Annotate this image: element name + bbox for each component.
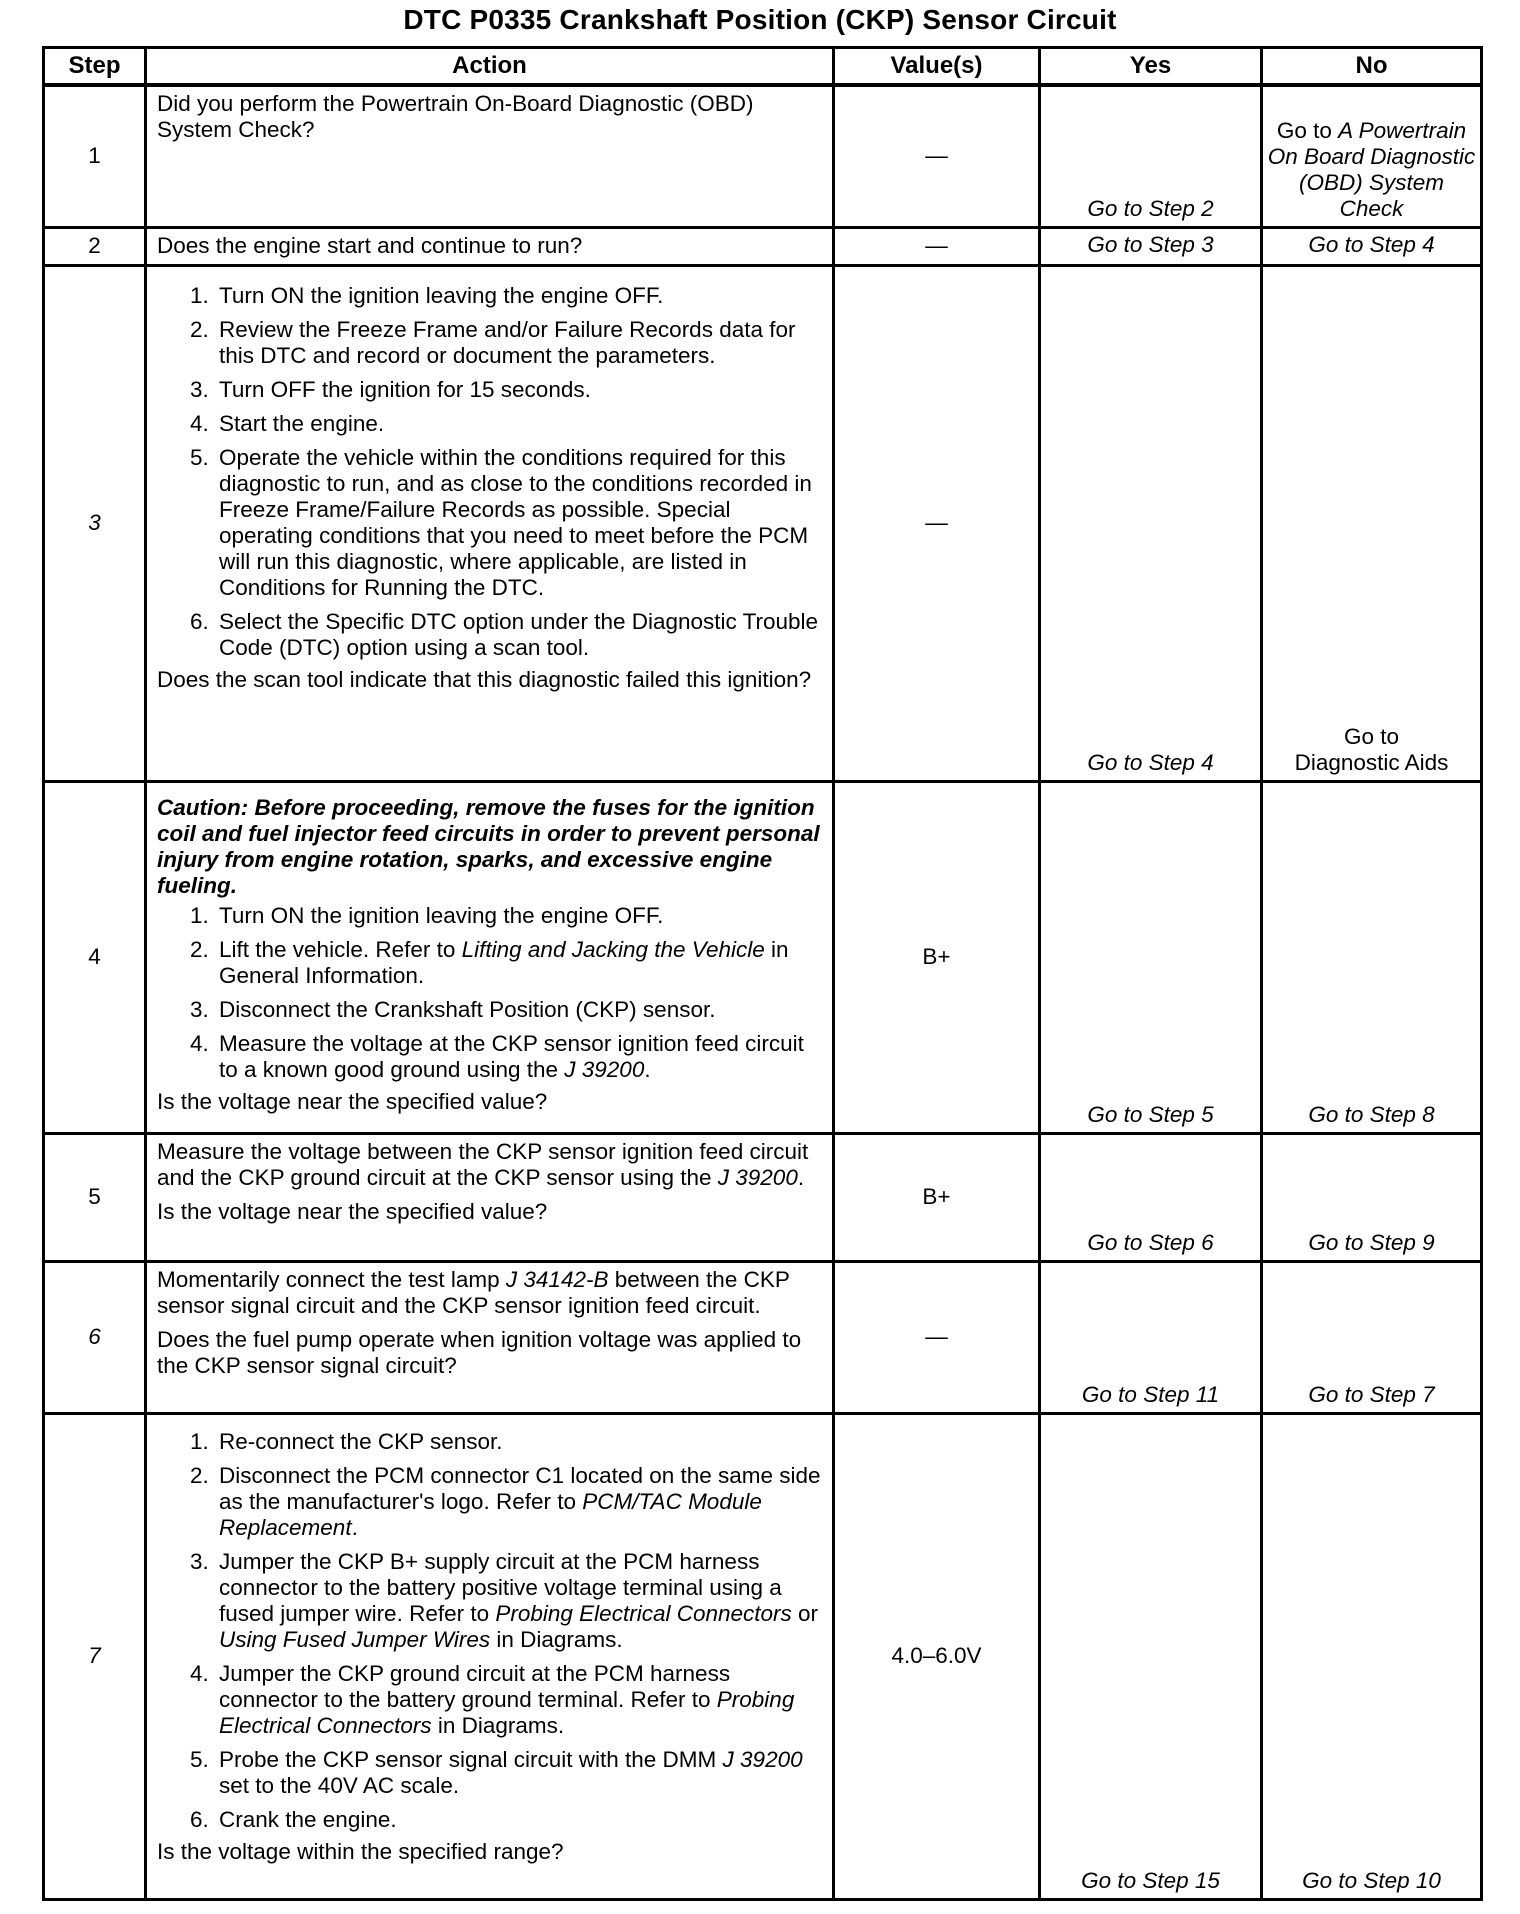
table-row [44,265,1482,781]
action-cell [146,227,834,265]
step-text: or [791,1600,819,1626]
no-link-prefix: Go to [1276,117,1332,143]
procedure-list [157,1429,822,1833]
tool-name: J 39200 [564,1056,645,1082]
value-cell: B+ [834,781,1040,1133]
action-cell [146,265,834,781]
action-cell [146,1133,834,1261]
procedure-step: 5. Operate the vehicle within the conditions required for this diagnostic to run, and as close to the conditions recorded in Freeze Frame/Failure Records as possible. Special operating conditions that you need to meet before the PCM will run this diagnostic, where applicable, are listed in Conditions for Running the DTC. [215,445,822,601]
diagnostic-table [42,46,1483,1901]
reference-link[interactable]: Using Fused Jumper Wires [219,1626,491,1652]
no-link-target: Diagnostic Aids [1294,749,1449,775]
header-no: No [1262,48,1482,86]
step-text: Measure the voltage between the CKP sensor ignition feed circuit and the CKP ground circuit at the CKP sensor using the [157,1138,809,1190]
no-link[interactable]: Go to Step 8 [1262,781,1482,1133]
table-row [44,1261,1482,1413]
procedure-step [215,1549,822,1653]
no-link[interactable]: Go to Step 4 [1262,227,1482,265]
yes-link[interactable]: Go to Step 5 [1040,781,1262,1133]
step-text: Disconnect the PCM connector C1 located on the same side as the manufacturer's logo. Refer to [219,1462,821,1514]
procedure-step [215,937,822,989]
step-number: 2 [44,227,146,265]
procedure-step [215,1031,822,1083]
step-text: Probe the CKP sensor signal circuit with the DMM [219,1746,723,1772]
no-link-target: A Powertrain On Board Diagnostic (OBD) System Check [1267,117,1476,221]
yes-link[interactable]: Go to Step 2 [1040,85,1262,227]
procedure-step: 4. Start the engine. [215,411,822,437]
caution-text: Caution: Before proceeding, remove the fuses for the ignition coil and fuel injector feed circuits in order to prevent personal injury from engine rotation, sparks, and excessive engine fueling. [157,794,820,898]
step-number: 6 [44,1261,146,1413]
table-row [44,227,1482,265]
procedure-step: 3. Turn OFF the ignition for 15 seconds. [215,377,822,403]
procedure-step: 1. Turn ON the ignition leaving the engine OFF. [215,283,822,309]
tool-name: J 39200 [722,1746,803,1772]
procedure-step: 1. Re-connect the CKP sensor. [215,1429,822,1455]
step-number: 3 [44,265,146,781]
action-text [157,1267,822,1319]
action-question: Is the voltage near the specified value? [157,1198,548,1224]
step-text: in Diagrams. [490,1626,623,1652]
procedure-step: 6. Crank the engine. [215,1807,822,1833]
procedure-list [157,903,822,1083]
step-number: 1 [44,85,146,227]
procedure-step: 6. Select the Specific DTC option under the Diagnostic Trouble Code (DTC) option using a scan tool. [215,609,822,661]
procedure-step: 3. Disconnect the Crankshaft Position (CKP) sensor. [215,997,822,1023]
tool-name: J 34142-B [505,1266,609,1292]
yes-link[interactable]: Go to Step 4 [1040,265,1262,781]
no-link[interactable]: Go to Step 9 [1262,1133,1482,1261]
step-text: Measure the voltage at the CKP sensor ignition feed circuit to a known good ground using the [219,1030,804,1082]
header-action: Action [146,48,834,86]
no-link-prefix: Go to [1343,723,1400,749]
step-text: . [351,1514,358,1540]
procedure-step [215,1661,822,1739]
action-text: Does the engine start and continue to run? [157,233,583,258]
header-yes: Yes [1040,48,1262,86]
action-cell [146,1261,834,1413]
yes-link[interactable]: Go to Step 15 [1040,1413,1262,1899]
action-text [157,1139,822,1191]
step-text: set to the 40V AC scale. [219,1772,460,1798]
reference-link[interactable]: Probing Electrical Connectors [219,1686,795,1738]
step-number: 4 [44,781,146,1133]
step-text: Jumper the CKP B+ supply circuit at the PCM harness connector to the battery positive voltage terminal using a fused jumper wire. Refer to [219,1548,782,1626]
value-cell: — [834,227,1040,265]
step-number: 5 [44,1133,146,1261]
reference-link[interactable]: Lifting and Jacking the Vehicle [461,936,765,962]
step-text: Momentarily connect the test lamp [157,1266,506,1292]
procedure-list [157,283,822,661]
table-header-row [44,48,1482,86]
action-cell [146,85,834,227]
action-question: Does the fuel pump operate when ignition voltage was applied to the CKP sensor signal circuit? [157,1326,802,1378]
header-step: Step [44,48,146,86]
yes-link[interactable]: Go to Step 6 [1040,1133,1262,1261]
value-cell: 4.0–6.0V [834,1413,1040,1899]
no-link[interactable]: Go to Step 10 [1262,1413,1482,1899]
table-row [44,1413,1482,1899]
value-cell: — [834,1261,1040,1413]
step-text: in General Information. [219,936,789,988]
procedure-step: 1. Turn ON the ignition leaving the engine OFF. [215,903,822,929]
no-link[interactable] [1262,265,1482,781]
tool-name: J 39200 [717,1164,798,1190]
step-text: . [797,1164,805,1190]
reference-link[interactable]: PCM/TAC Module Replacement [219,1488,762,1540]
step-text: Jumper the CKP ground circuit at the PCM harness connector to the battery ground terminal. Refer to [219,1660,731,1712]
yes-link[interactable]: Go to Step 3 [1040,227,1262,265]
step-text: . [644,1056,651,1082]
no-link[interactable] [1262,85,1482,227]
step-text: Lift the vehicle. Refer to [219,936,462,962]
value-cell: B+ [834,1133,1040,1261]
step-text: between the CKP sensor signal circuit and the CKP sensor ignition feed circuit. [157,1266,790,1318]
step-text: in Diagrams. [431,1712,565,1738]
action-question: Is the voltage within the specified range? [157,1838,564,1864]
procedure-step: 2. Review the Freeze Frame and/or Failure Records data for this DTC and record or document the parameters. [215,317,822,369]
table-row [44,85,1482,227]
step-number: 7 [44,1413,146,1899]
table-row [44,781,1482,1133]
table-row [44,1133,1482,1261]
value-cell: — [834,85,1040,227]
action-question: Is the voltage near the specified value? [157,1088,548,1114]
reference-link[interactable]: Probing Electrical Connectors [495,1600,792,1626]
procedure-step [215,1463,822,1541]
header-values: Value(s) [834,48,1040,86]
action-text: Did you perform the Powertrain On-Board Diagnostic (OBD) System Check? [157,91,754,142]
page-title: DTC P0335 Crankshaft Position (CKP) Sensor Circuit [403,4,1117,35]
action-question: Does the scan tool indicate that this diagnostic failed this ignition? [157,666,812,692]
action-cell [146,781,834,1133]
yes-link[interactable]: Go to Step 11 [1040,1261,1262,1413]
action-cell [146,1413,834,1899]
procedure-step [215,1747,822,1799]
no-link[interactable]: Go to Step 7 [1262,1261,1482,1413]
value-cell: — [834,265,1040,781]
